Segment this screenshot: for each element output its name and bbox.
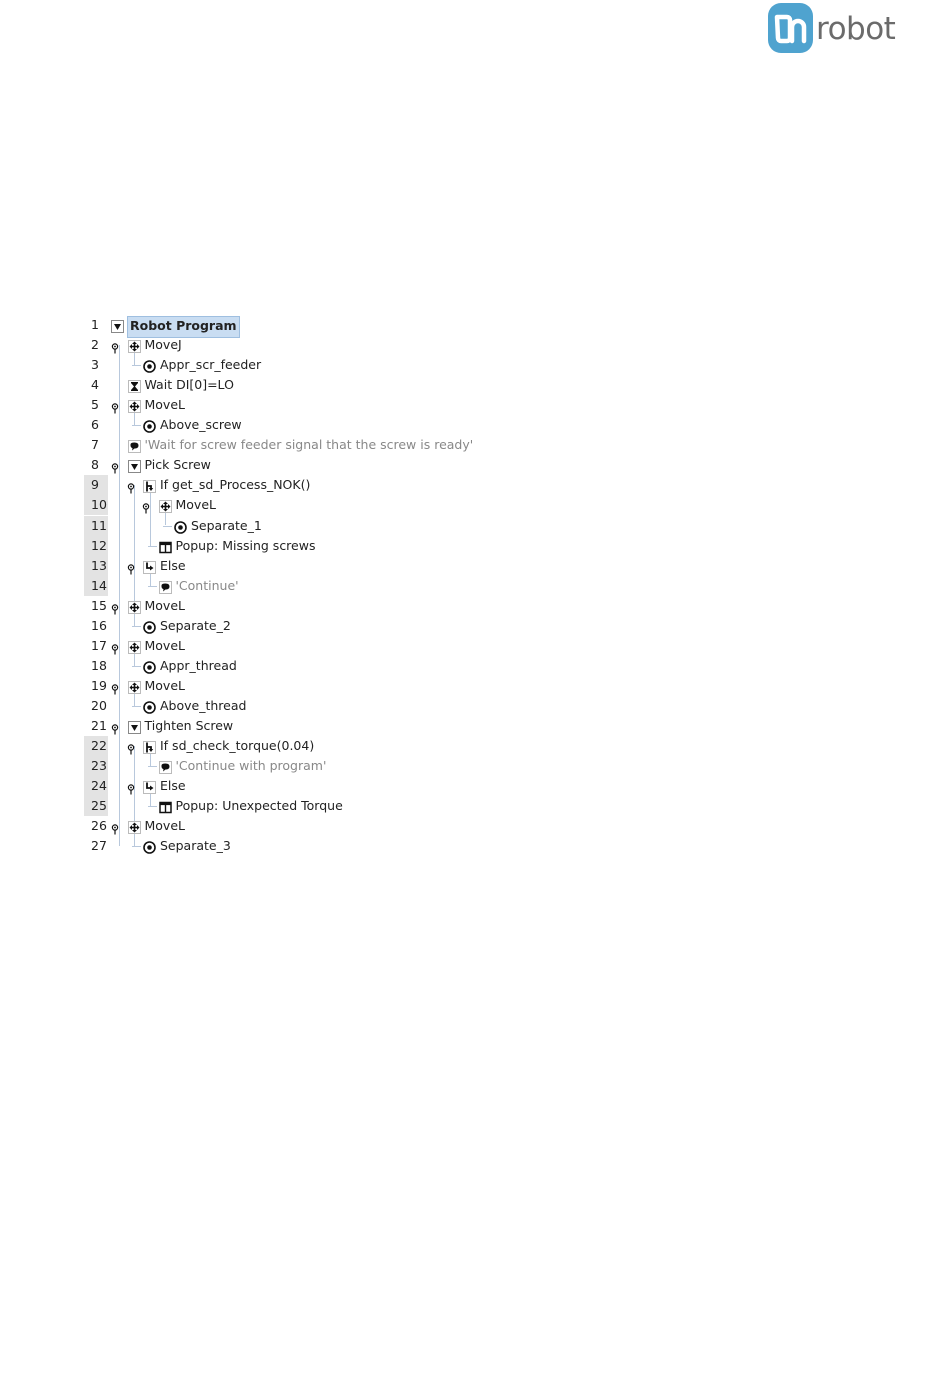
popup-icon xyxy=(159,539,172,552)
program-node-label: Robot Program xyxy=(127,316,240,338)
waypoint-icon xyxy=(143,418,156,431)
move-cross-icon xyxy=(128,819,141,832)
breakpoint-pin-icon[interactable] xyxy=(111,399,119,410)
program-row[interactable] xyxy=(84,395,504,415)
breakpoint-pin-icon[interactable] xyxy=(111,339,119,350)
move-cross-icon xyxy=(128,679,141,692)
tree-elbow-line xyxy=(148,586,157,587)
program-row[interactable] xyxy=(84,435,504,455)
tree-elbow-line xyxy=(132,425,141,426)
program-node-label: Above_thread xyxy=(160,697,247,713)
program-node-label: Wait DI[0]=LO xyxy=(144,377,234,393)
program-row[interactable] xyxy=(84,355,504,375)
line-number: 20 xyxy=(91,697,107,713)
program-row[interactable] xyxy=(84,495,504,515)
hourglass-icon xyxy=(128,378,141,391)
program-node-label: Separate_1 xyxy=(191,517,262,533)
collapse-triangle-icon[interactable] xyxy=(111,318,124,331)
program-node-label: MoveL xyxy=(144,637,185,653)
breakpoint-pin-icon[interactable] xyxy=(111,600,119,611)
waypoint-icon xyxy=(143,619,156,632)
comment-icon xyxy=(159,759,172,772)
program-node-label: Appr_thread xyxy=(160,657,237,673)
comment-icon xyxy=(128,438,141,451)
program-row[interactable] xyxy=(84,516,504,536)
line-number: 6 xyxy=(91,417,99,433)
line-number: 26 xyxy=(91,818,107,834)
program-node-label: Separate_2 xyxy=(160,617,231,633)
program-row[interactable] xyxy=(84,716,504,736)
breakpoint-pin-icon[interactable] xyxy=(127,560,135,571)
program-row[interactable] xyxy=(84,576,504,596)
program-node-label: 'Continue' xyxy=(175,577,239,593)
program-node-label: Separate_3 xyxy=(160,838,231,854)
move-cross-icon xyxy=(159,498,172,511)
line-number: 14 xyxy=(84,576,108,596)
program-node-label: 'Wait for screw feeder signal that the screw is ready' xyxy=(144,437,474,453)
tree-elbow-line xyxy=(148,806,157,807)
popup-icon xyxy=(159,799,172,812)
program-node-label: 'Continue with program' xyxy=(175,758,327,774)
line-number: 23 xyxy=(84,756,108,776)
program-node-label: MoveL xyxy=(144,597,185,613)
collapse-triangle-icon[interactable] xyxy=(128,719,141,732)
program-row[interactable] xyxy=(84,656,504,676)
waypoint-icon xyxy=(143,358,156,371)
program-node-label: MoveL xyxy=(175,497,216,513)
line-number: 16 xyxy=(91,617,107,633)
line-number: 11 xyxy=(84,516,108,536)
line-number: 27 xyxy=(91,838,107,854)
line-number: 2 xyxy=(91,337,99,353)
comment-icon xyxy=(159,579,172,592)
move-cross-icon xyxy=(128,599,141,612)
line-number: 8 xyxy=(91,457,99,473)
program-node-label: Else xyxy=(160,778,186,794)
program-row[interactable] xyxy=(84,756,504,776)
tree-elbow-line xyxy=(163,526,172,527)
breakpoint-pin-icon[interactable] xyxy=(127,780,135,791)
line-number: 25 xyxy=(84,796,108,816)
program-node-label: If get_sd_Process_NOK() xyxy=(160,477,311,493)
program-node-label: Tighten Screw xyxy=(144,718,234,733)
move-cross-icon xyxy=(128,398,141,411)
line-number: 9 xyxy=(84,475,108,495)
program-row[interactable] xyxy=(84,415,504,435)
program-node-label: MoveL xyxy=(144,677,185,693)
if-branch-icon xyxy=(143,478,156,491)
program-row[interactable] xyxy=(84,796,504,816)
program-row[interactable] xyxy=(84,455,504,475)
line-number: 13 xyxy=(84,556,108,576)
program-row[interactable] xyxy=(84,676,504,696)
line-number: 4 xyxy=(91,377,99,393)
line-number: 3 xyxy=(91,357,99,373)
program-node-label: Pick Screw xyxy=(144,457,211,473)
program-row[interactable] xyxy=(84,536,504,556)
breakpoint-pin-icon[interactable] xyxy=(142,499,150,510)
program-row[interactable] xyxy=(84,736,504,756)
waypoint-icon xyxy=(174,519,187,532)
program-row[interactable] xyxy=(84,475,504,495)
waypoint-icon xyxy=(143,659,156,672)
tree-elbow-line xyxy=(148,766,157,767)
breakpoint-pin-icon[interactable] xyxy=(127,740,135,751)
line-number: 24 xyxy=(84,776,108,796)
program-row[interactable] xyxy=(84,335,504,355)
program-node-label: Popup: Missing screws xyxy=(175,537,316,553)
program-node-label: Else xyxy=(160,557,186,573)
line-number: 19 xyxy=(91,677,107,693)
program-node-label: If sd_check_torque(0.04) xyxy=(160,738,315,754)
line-number: 12 xyxy=(84,536,108,556)
if-branch-icon xyxy=(143,739,156,752)
move-cross-icon xyxy=(128,639,141,652)
breakpoint-pin-icon[interactable] xyxy=(127,479,135,490)
program-node-label: MoveL xyxy=(144,818,185,834)
line-number: 1 xyxy=(91,317,99,332)
breakpoint-pin-icon[interactable] xyxy=(111,680,119,691)
program-node-label: Above_screw xyxy=(160,417,242,433)
tree-elbow-line xyxy=(132,706,141,707)
tree-elbow-line xyxy=(132,365,141,366)
line-number: 10 xyxy=(84,495,108,515)
program-node-label: MoveL xyxy=(144,397,185,413)
program-row[interactable] xyxy=(84,596,504,616)
tree-elbow-line xyxy=(132,666,141,667)
waypoint-icon xyxy=(143,699,156,712)
program-row[interactable] xyxy=(84,556,504,576)
tree-elbow-line xyxy=(132,846,141,847)
program-node-label: Popup: Unexpected Torque xyxy=(175,798,343,814)
program-node-label: Appr_scr_feeder xyxy=(160,357,262,373)
program-row[interactable] xyxy=(84,696,504,716)
program-row[interactable] xyxy=(84,776,504,796)
program-row[interactable] xyxy=(84,816,504,836)
else-branch-icon xyxy=(143,779,156,792)
else-branch-icon xyxy=(143,559,156,572)
line-number: 21 xyxy=(91,718,107,733)
logo-text: robot xyxy=(816,11,896,47)
tree-elbow-line xyxy=(148,546,157,547)
move-cross-icon xyxy=(128,338,141,351)
program-row[interactable] xyxy=(84,375,504,395)
breakpoint-pin-icon[interactable] xyxy=(111,640,119,651)
line-number: 18 xyxy=(91,657,107,673)
breakpoint-pin-icon[interactable] xyxy=(111,820,119,831)
line-number: 7 xyxy=(91,437,99,453)
program-row[interactable] xyxy=(84,636,504,656)
line-number: 17 xyxy=(91,637,107,653)
program-node-label: MoveJ xyxy=(144,337,182,353)
tree-elbow-line xyxy=(132,626,141,627)
collapse-triangle-icon[interactable] xyxy=(128,458,141,471)
program-row[interactable] xyxy=(84,836,504,856)
breakpoint-pin-icon[interactable] xyxy=(111,459,119,470)
program-row[interactable] xyxy=(84,315,504,335)
program-row[interactable] xyxy=(84,616,504,636)
line-number: 5 xyxy=(91,397,99,413)
breakpoint-pin-icon[interactable] xyxy=(111,720,119,731)
line-number: 15 xyxy=(91,597,107,613)
waypoint-icon xyxy=(143,839,156,852)
line-number: 22 xyxy=(84,736,108,756)
